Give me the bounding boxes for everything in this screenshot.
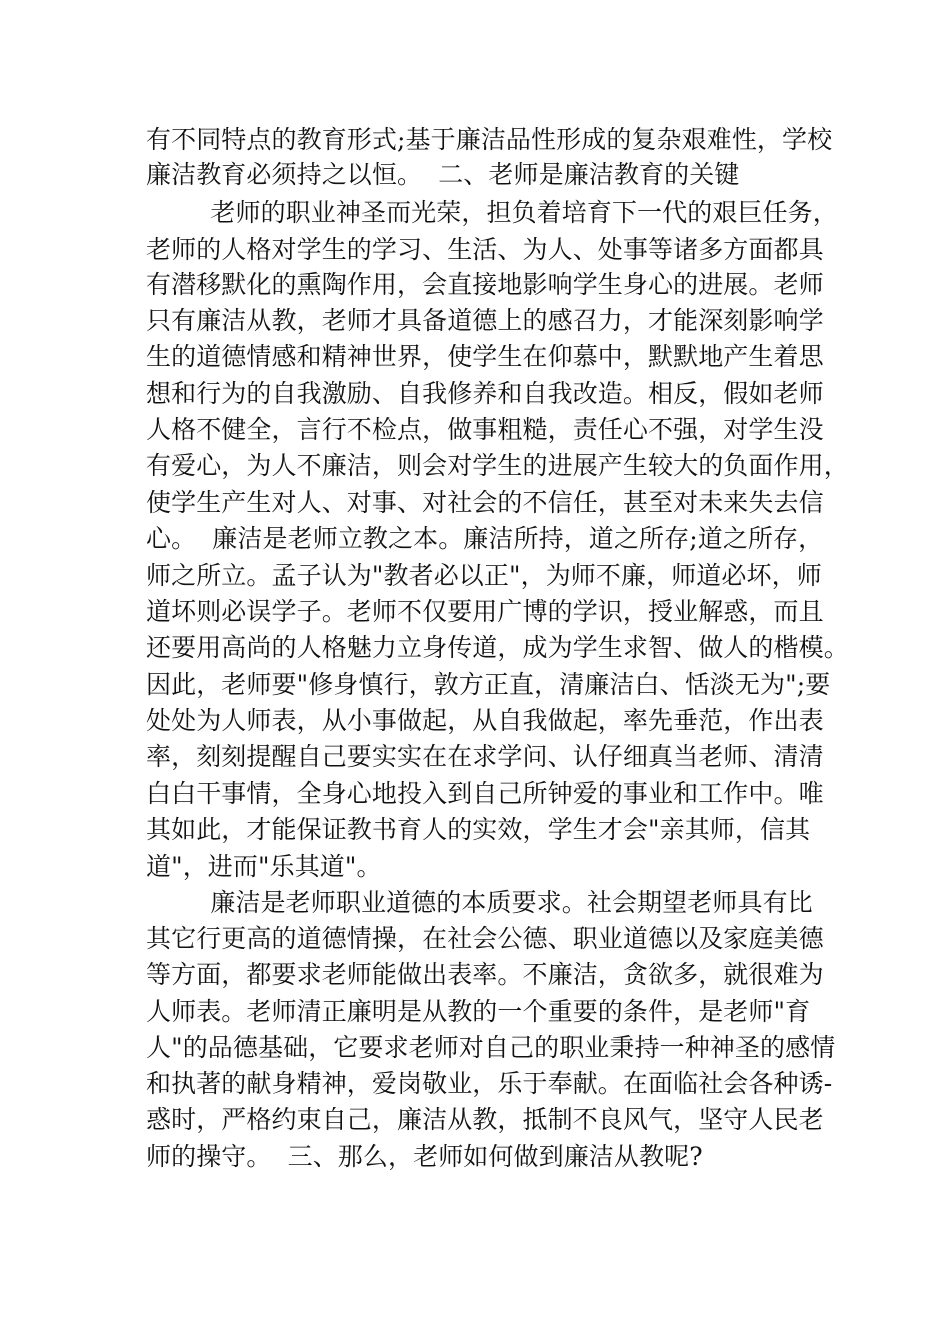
text-line: 有不同特点的教育形式;基于廉洁品性形成的复杂艰难性，学校 — [146, 125, 833, 154]
text-line: 因此，老师要"修身慎行，敦方正直，清廉洁白、恬淡无为";要 — [146, 670, 831, 699]
text-line: 和执著的献身精神，爱岗敬业，乐于奉献。在面临社会各种诱- — [146, 1069, 833, 1098]
text-line: 老师的职业神圣而光荣，担负着培育下一代的艰巨任务， — [146, 198, 838, 227]
text-line: 使学生产生对人、对事、对社会的不信任，甚至对未来失去信 — [146, 488, 824, 517]
text-line: 人"的品德基础，它要求老师对自己的职业秉持一种神圣的感情 — [146, 1033, 836, 1062]
text-line: 只有廉洁从教，老师才具备道德上的感召力，才能深刻影响学 — [146, 306, 824, 335]
text-line: 白白干事情，全身心地投入到自己所钟爱的事业和工作中。唯 — [146, 779, 824, 808]
text-line: 廉洁是老师职业道德的本质要求。社会期望老师具有比 — [146, 888, 813, 917]
text-line: 师的操守。 三、那么，老师如何做到廉洁从教呢? — [146, 1142, 703, 1171]
text-line: 人格不健全，言行不检点，做事粗糙，责任心不强，对学生没 — [146, 415, 824, 444]
text-line: 道"，进而"乐其道"。 — [146, 852, 382, 881]
text-line: 有爱心，为人不廉洁，则会对学生的进展产生较大的负面作用， — [146, 451, 849, 480]
text-line: 率，刻刻提醒自己要实实在在求学问、认仔细真当老师、清清 — [146, 742, 824, 771]
text-line: 其它行更高的道德情操，在社会公德、职业道德以及家庭美德 — [146, 924, 824, 953]
text-line: 人师表。老师清正廉明是从教的一个重要的条件，是老师"育 — [146, 997, 811, 1026]
text-line: 想和行为的自我激励、自我修养和自我改造。相反，假如老师 — [146, 379, 824, 408]
text-line: 等方面，都要求老师能做出表率。不廉洁，贪欲多，就很难为 — [146, 960, 824, 989]
text-line: 老师的人格对学生的学习、生活、为人、处事等诸多方面都具 — [146, 235, 824, 264]
text-line: 其如此，才能保证教书育人的实效，学生才会"亲其师，信其 — [146, 815, 811, 844]
text-line: 惑时，严格约束自己，廉洁从教，抵制不良风气，坚守人民老 — [146, 1105, 824, 1134]
text-line: 心。 廉洁是老师立教之本。廉洁所持，道之所存;道之所存， — [146, 524, 824, 553]
text-line: 道坏则必误学子。老师不仅要用广博的学识，授业解惑，而且 — [146, 597, 824, 626]
text-line: 廉洁教育必须持之以恒。 二、老师是廉洁教育的关键 — [146, 160, 740, 189]
text-line: 师之所立。孟子认为"教者必以正"，为师不廉，师道必坏，师 — [146, 561, 822, 590]
text-line: 有潜移默化的熏陶作用，会直接地影响学生身心的进展。老师 — [146, 270, 824, 299]
text-line: 生的道德情感和精神世界，使学生在仰慕中，默默地产生着思 — [146, 342, 824, 371]
text-line: 还要用高尚的人格魅力立身传道，成为学生求智、做人的楷模。 — [146, 633, 849, 662]
text-line: 处处为人师表，从小事做起，从自我做起，率先垂范，作出表 — [146, 706, 824, 735]
